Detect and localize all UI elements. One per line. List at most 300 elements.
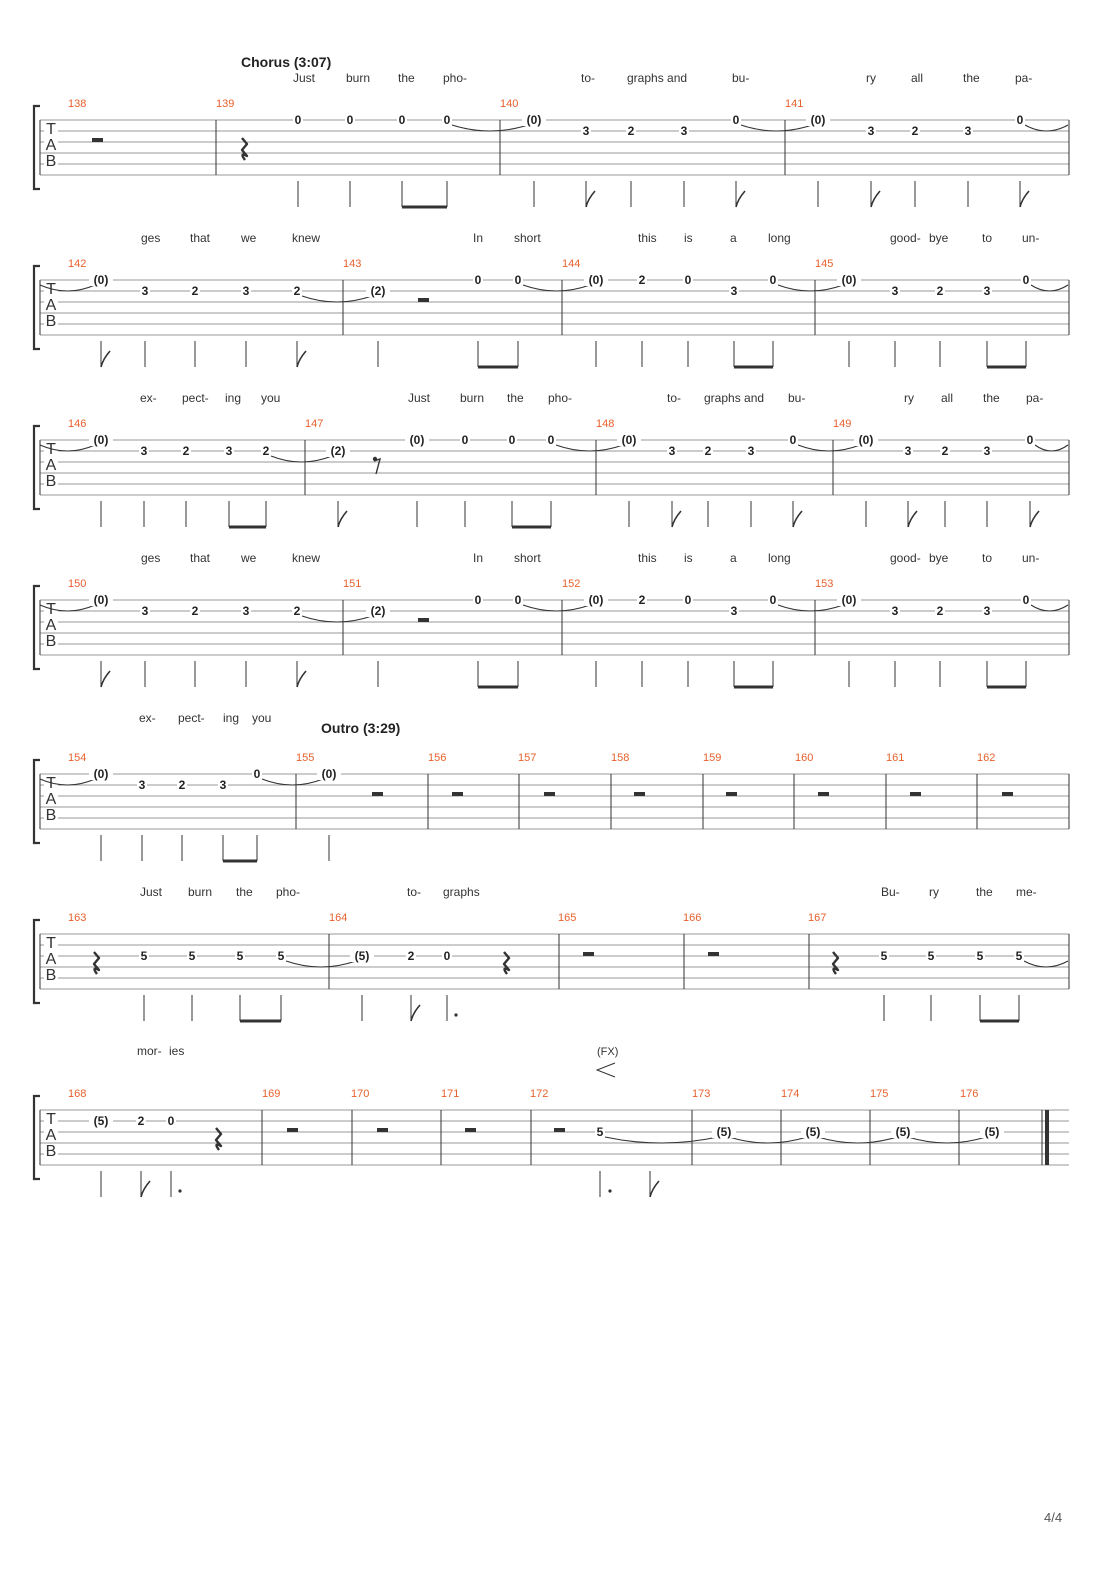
lyric-syllable: burn <box>188 885 213 899</box>
fret-number: 0 <box>346 113 354 127</box>
fret-number: 3 <box>891 604 899 618</box>
quarter-rest <box>242 138 247 160</box>
lyric-syllable: we <box>241 231 257 245</box>
fret-number: 3 <box>983 604 991 618</box>
fret-number: (0) <box>841 593 857 607</box>
bar-number: 172 <box>530 1088 549 1100</box>
half-rest <box>287 1128 298 1132</box>
fret-number: 3 <box>141 604 149 618</box>
fret-number: (5) <box>984 1125 1000 1139</box>
section-title: Outro (3:29) <box>321 720 401 736</box>
fret-number: (5) <box>354 949 370 963</box>
fret-number: 3 <box>242 604 250 618</box>
tab-system <box>34 54 1069 207</box>
lyric-syllable: pa- <box>1026 391 1044 405</box>
system-bracket <box>34 1096 40 1179</box>
bar-number: 169 <box>262 1088 281 1100</box>
bar-number: 171 <box>441 1088 460 1100</box>
fret-number: 0 <box>508 433 516 447</box>
lyric-syllable: the <box>963 71 980 85</box>
page-number: 4/4 <box>1044 1510 1063 1525</box>
half-rest <box>452 792 463 796</box>
bar-number: 163 <box>68 912 87 924</box>
lyric-syllable: to <box>982 551 993 565</box>
fret-number: 3 <box>141 284 149 298</box>
fret-number: 3 <box>747 444 755 458</box>
lyric-syllable: ex- <box>140 391 157 405</box>
lyric-syllable: ing <box>223 711 240 725</box>
fret-number: 5 <box>880 949 888 963</box>
eighth-rest-stem <box>374 459 380 474</box>
tie-arc <box>778 605 843 611</box>
lyric-syllable: good- <box>890 231 921 245</box>
lyric-syllable: to- <box>581 71 596 85</box>
tab-clef-letter: A <box>45 1127 57 1144</box>
fret-number: 2 <box>911 124 919 138</box>
lyric-syllable: that <box>190 551 211 565</box>
tie-arc <box>741 125 812 131</box>
lyric-syllable: In <box>473 551 484 565</box>
fret-number: (2) <box>370 604 386 618</box>
tab-clef-letter: B <box>45 153 57 170</box>
lyric-syllable: graphs and <box>704 391 765 405</box>
fret-number: (0) <box>93 433 109 447</box>
fret-number: 0 <box>253 767 261 781</box>
note-flag <box>338 511 347 527</box>
bar-number: 140 <box>500 98 519 110</box>
fret-number: (0) <box>321 767 337 781</box>
fret-number: 5 <box>976 949 984 963</box>
half-rest <box>372 792 383 796</box>
fret-number: 2 <box>262 444 270 458</box>
note-flag <box>297 351 306 367</box>
fret-number: 5 <box>236 949 244 963</box>
lyric-syllable: you <box>261 391 281 405</box>
lyric-syllable: is <box>684 551 693 565</box>
fret-number: (5) <box>716 1125 732 1139</box>
fret-number: 3 <box>668 444 676 458</box>
tab-clef-letter: T <box>46 1111 56 1128</box>
tab-system <box>34 885 1069 1021</box>
note-flag <box>793 511 802 527</box>
fret-number: (0) <box>588 593 604 607</box>
half-rest <box>818 792 829 796</box>
tie-arc <box>271 456 332 462</box>
tab-clef-letter: T <box>46 121 56 138</box>
fret-number: 2 <box>191 284 199 298</box>
lyric-syllable: to- <box>667 391 682 405</box>
quarter-rest <box>94 952 99 974</box>
note-flag <box>1030 511 1039 527</box>
lyric-syllable: is <box>684 231 693 245</box>
tab-clef-letter: A <box>45 137 57 154</box>
quarter-rest <box>216 1128 221 1150</box>
lyric-syllable: the <box>976 885 993 899</box>
lyric-syllable: long <box>768 551 791 565</box>
fx-label: (FX) <box>597 1046 619 1058</box>
bar-number: 138 <box>68 98 87 110</box>
lyric-syllable: knew <box>292 551 321 565</box>
fret-number: 2 <box>936 604 944 618</box>
lyric-syllable: ges <box>141 231 161 245</box>
half-rest <box>910 792 921 796</box>
tie-arc <box>262 779 323 785</box>
augmentation-dot <box>608 1189 611 1192</box>
fret-number: 2 <box>407 949 415 963</box>
tab-clef-letter: A <box>45 951 57 968</box>
fret-number: 2 <box>627 124 635 138</box>
fret-number: 3 <box>225 444 233 458</box>
tab-clef-letter: A <box>45 457 57 474</box>
fret-number: (2) <box>330 444 346 458</box>
bar-number: 159 <box>703 752 722 764</box>
tab-system <box>34 391 1069 527</box>
fret-number: 3 <box>138 778 146 792</box>
fret-number: 2 <box>941 444 949 458</box>
lyric-syllable: graphs <box>443 885 480 899</box>
fret-number: 2 <box>178 778 186 792</box>
tie-arc <box>605 1137 718 1143</box>
fret-number: 3 <box>680 124 688 138</box>
tie-arc <box>1025 125 1068 131</box>
lyric-syllable: all <box>911 71 924 85</box>
lyric-syllable: un- <box>1022 551 1040 565</box>
augmentation-dot <box>454 1013 457 1016</box>
fret-number: 3 <box>964 124 972 138</box>
bar-number: 158 <box>611 752 630 764</box>
half-rest <box>708 952 719 956</box>
bar-number: 145 <box>815 258 834 270</box>
fret-number: 2 <box>137 1114 145 1128</box>
lyric-syllable: graphs and <box>627 71 688 85</box>
fret-number: 5 <box>140 949 148 963</box>
tab-clef-letter: A <box>45 791 57 808</box>
tie-arc <box>1024 961 1068 967</box>
fret-number: (0) <box>588 273 604 287</box>
note-flag <box>871 191 880 207</box>
fret-number: 0 <box>294 113 302 127</box>
lyric-syllable: a <box>730 231 737 245</box>
half-rest <box>465 1128 476 1132</box>
lyric-syllable: ex- <box>139 711 156 725</box>
fret-number: (5) <box>895 1125 911 1139</box>
fret-number: 0 <box>1026 433 1034 447</box>
lyric-syllable: burn <box>346 71 371 85</box>
note-flag <box>672 511 681 527</box>
lyric-syllable: Bu- <box>881 885 900 899</box>
system-bracket <box>34 920 40 1003</box>
lyric-syllable: ies <box>169 1044 185 1058</box>
bar-number: 161 <box>886 752 905 764</box>
fret-number: (0) <box>621 433 637 447</box>
bar-number: 151 <box>343 578 362 590</box>
fret-number: 5 <box>277 949 285 963</box>
tab-clef-letter: T <box>46 775 56 792</box>
tie-arc <box>1035 445 1068 451</box>
lyric-syllable: to <box>982 231 993 245</box>
fret-number: 0 <box>732 113 740 127</box>
fret-number: 3 <box>730 284 738 298</box>
bar-number: 139 <box>216 98 235 110</box>
bar-number: 155 <box>296 752 315 764</box>
tab-clef-letter: A <box>45 297 57 314</box>
bar-number: 141 <box>785 98 804 110</box>
fret-number: 0 <box>443 949 451 963</box>
tab-system <box>34 231 1069 367</box>
note-flag <box>101 671 110 687</box>
fret-number: (0) <box>810 113 826 127</box>
tab-clef-letter: B <box>45 473 57 490</box>
quarter-rest <box>504 952 509 974</box>
tab-clef-letter: T <box>46 935 56 952</box>
lyric-syllable: mor- <box>137 1044 162 1058</box>
fret-number: 0 <box>474 593 482 607</box>
section-title: Chorus (3:07) <box>241 54 332 70</box>
tie-arc <box>286 961 356 967</box>
lyric-syllable: Just <box>293 71 316 85</box>
bar-number: 168 <box>68 1088 87 1100</box>
lyric-syllable: a <box>730 551 737 565</box>
lyric-syllable: me- <box>1016 885 1037 899</box>
bar-number: 144 <box>562 258 581 270</box>
fret-number: 0 <box>514 273 522 287</box>
fret-number: 0 <box>1022 273 1030 287</box>
tie-arc <box>523 285 590 291</box>
half-rest <box>544 792 555 796</box>
lyric-syllable: bye <box>929 551 949 565</box>
bar-number: 143 <box>343 258 362 270</box>
bar-number: 174 <box>781 1088 800 1100</box>
bar-number: 160 <box>795 752 814 764</box>
note-flag <box>586 191 595 207</box>
bar-number: 165 <box>558 912 577 924</box>
fret-number: 0 <box>547 433 555 447</box>
note-flag <box>908 511 917 527</box>
bar-number: 162 <box>977 752 996 764</box>
half-rest <box>634 792 645 796</box>
fret-number: 3 <box>219 778 227 792</box>
fret-number: 0 <box>461 433 469 447</box>
fret-number: 3 <box>983 284 991 298</box>
lyric-syllable: In <box>473 231 484 245</box>
lyric-syllable: knew <box>292 231 321 245</box>
tab-system <box>34 1044 1069 1197</box>
tab-system <box>34 711 1069 861</box>
bar-number: 142 <box>68 258 87 270</box>
fret-number: (0) <box>93 273 109 287</box>
fret-number: 3 <box>730 604 738 618</box>
fret-number: (5) <box>805 1125 821 1139</box>
lyric-syllable: un- <box>1022 231 1040 245</box>
note-flag <box>1020 191 1029 207</box>
lyric-syllable: bu- <box>732 71 750 85</box>
fret-number: (2) <box>370 284 386 298</box>
lyric-syllable: bye <box>929 231 949 245</box>
fret-number: 0 <box>1022 593 1030 607</box>
fret-number: 2 <box>191 604 199 618</box>
fret-number: (0) <box>93 593 109 607</box>
bar-number: 164 <box>329 912 348 924</box>
bar-number: 173 <box>692 1088 711 1100</box>
tie-arc <box>798 445 860 451</box>
tie-arc <box>818 1137 897 1143</box>
tab-clef-letter: B <box>45 967 57 984</box>
bar-number: 170 <box>351 1088 370 1100</box>
fret-number: 5 <box>188 949 196 963</box>
fret-number: (5) <box>93 1114 109 1128</box>
note-flag <box>297 671 306 687</box>
lyric-syllable: bu- <box>788 391 806 405</box>
tie-arc <box>302 616 372 622</box>
fret-number: 5 <box>927 949 935 963</box>
fret-number: 3 <box>904 444 912 458</box>
lyric-syllable: that <box>190 231 211 245</box>
lyric-syllable: ing <box>225 391 242 405</box>
fret-number: 0 <box>167 1114 175 1128</box>
fret-number: 3 <box>140 444 148 458</box>
fret-number: 0 <box>789 433 797 447</box>
bar-number: 152 <box>562 578 581 590</box>
half-rest <box>1002 792 1013 796</box>
fret-number: 2 <box>638 593 646 607</box>
fret-number: (0) <box>858 433 874 447</box>
lyric-syllable: burn <box>460 391 485 405</box>
lyric-syllable: pho- <box>276 885 301 899</box>
lyric-syllable: this <box>638 551 657 565</box>
lyric-syllable: short <box>514 231 541 245</box>
lyric-syllable: ry <box>904 391 914 405</box>
note-flag <box>411 1005 420 1021</box>
fret-number: 5 <box>1015 949 1023 963</box>
lyric-syllable: Just <box>140 885 163 899</box>
system-bracket <box>34 426 40 509</box>
fret-number: 2 <box>182 444 190 458</box>
bar-number: 167 <box>808 912 827 924</box>
bar-number: 149 <box>833 418 852 430</box>
half-rest <box>726 792 737 796</box>
half-rest <box>377 1128 388 1132</box>
bar-number: 146 <box>68 418 87 430</box>
bar-number: 157 <box>518 752 537 764</box>
fret-number: 3 <box>983 444 991 458</box>
lyric-syllable: ry <box>929 885 939 899</box>
fret-number: 3 <box>242 284 250 298</box>
fret-number: 0 <box>443 113 451 127</box>
lyric-syllable: long <box>768 231 791 245</box>
tab-clef-letter: B <box>45 633 57 650</box>
bar-number: 153 <box>815 578 834 590</box>
tab-clef-letter: B <box>45 313 57 330</box>
quarter-rest <box>833 952 838 974</box>
tab-clef-letter: T <box>46 601 56 618</box>
lyric-syllable: all <box>941 391 954 405</box>
tie-arc <box>302 296 372 302</box>
fret-number: 0 <box>684 593 692 607</box>
fret-number: 0 <box>769 593 777 607</box>
tie-arc <box>523 605 590 611</box>
tab-clef-letter: T <box>46 281 56 298</box>
fret-number: 2 <box>293 284 301 298</box>
bar-number: 156 <box>428 752 447 764</box>
tab-clef-letter: T <box>46 441 56 458</box>
tab-clef-letter: B <box>45 807 57 824</box>
lyric-syllable: we <box>241 551 257 565</box>
fret-number: 0 <box>1016 113 1024 127</box>
bar-number: 166 <box>683 912 702 924</box>
fret-number: (0) <box>409 433 425 447</box>
fret-number: 3 <box>867 124 875 138</box>
system-bracket <box>34 266 40 349</box>
augmentation-dot <box>178 1189 181 1192</box>
fret-number: 3 <box>891 284 899 298</box>
bar-number: 154 <box>68 752 87 764</box>
note-flag <box>736 191 745 207</box>
tie-arc <box>908 1137 986 1143</box>
bar-number: 147 <box>305 418 324 430</box>
fret-number: (0) <box>526 113 542 127</box>
bar-number: 176 <box>960 1088 979 1100</box>
fret-number: 0 <box>684 273 692 287</box>
half-rest <box>583 952 594 956</box>
fret-number: 0 <box>474 273 482 287</box>
lyric-syllable: ry <box>866 71 876 85</box>
bar-number: 148 <box>596 418 615 430</box>
tie-arc <box>1031 285 1068 291</box>
lyric-syllable: the <box>507 391 524 405</box>
lyric-syllable: good- <box>890 551 921 565</box>
fret-number: 0 <box>398 113 406 127</box>
tab-system <box>34 551 1069 687</box>
fret-number: 0 <box>514 593 522 607</box>
tie-arc <box>556 445 623 451</box>
tab-clef-letter: B <box>45 1143 57 1160</box>
lyric-syllable: pho- <box>443 71 468 85</box>
lyric-syllable: pa- <box>1015 71 1033 85</box>
lyric-syllable: to- <box>407 885 422 899</box>
half-rest <box>554 1128 565 1132</box>
bar-number: 150 <box>68 578 87 590</box>
half-rest <box>92 138 103 142</box>
system-bracket <box>34 586 40 669</box>
tie-arc <box>1031 605 1068 611</box>
lyric-syllable: Just <box>408 391 431 405</box>
fret-number: 2 <box>704 444 712 458</box>
tie-arc <box>729 1137 807 1143</box>
fret-number: 0 <box>769 273 777 287</box>
note-flag <box>650 1181 659 1197</box>
half-rest <box>418 298 429 302</box>
tie-arc <box>778 285 843 291</box>
fret-number: 2 <box>936 284 944 298</box>
fret-number: 2 <box>293 604 301 618</box>
fret-number: (0) <box>841 273 857 287</box>
half-rest <box>418 618 429 622</box>
bar-number: 175 <box>870 1088 889 1100</box>
system-bracket <box>34 106 40 189</box>
lyric-syllable: the <box>983 391 1000 405</box>
system-bracket <box>34 760 40 843</box>
tab-clef-letter: A <box>45 617 57 634</box>
fret-number: (0) <box>93 767 109 781</box>
crescendo-hairpin <box>597 1063 615 1077</box>
fret-number: 2 <box>638 273 646 287</box>
tie-arc <box>452 125 528 131</box>
lyric-syllable: pect- <box>178 711 205 725</box>
eighth-rest-dot <box>373 457 377 461</box>
note-flag <box>141 1181 150 1197</box>
lyric-syllable: the <box>398 71 415 85</box>
lyric-syllable: short <box>514 551 541 565</box>
